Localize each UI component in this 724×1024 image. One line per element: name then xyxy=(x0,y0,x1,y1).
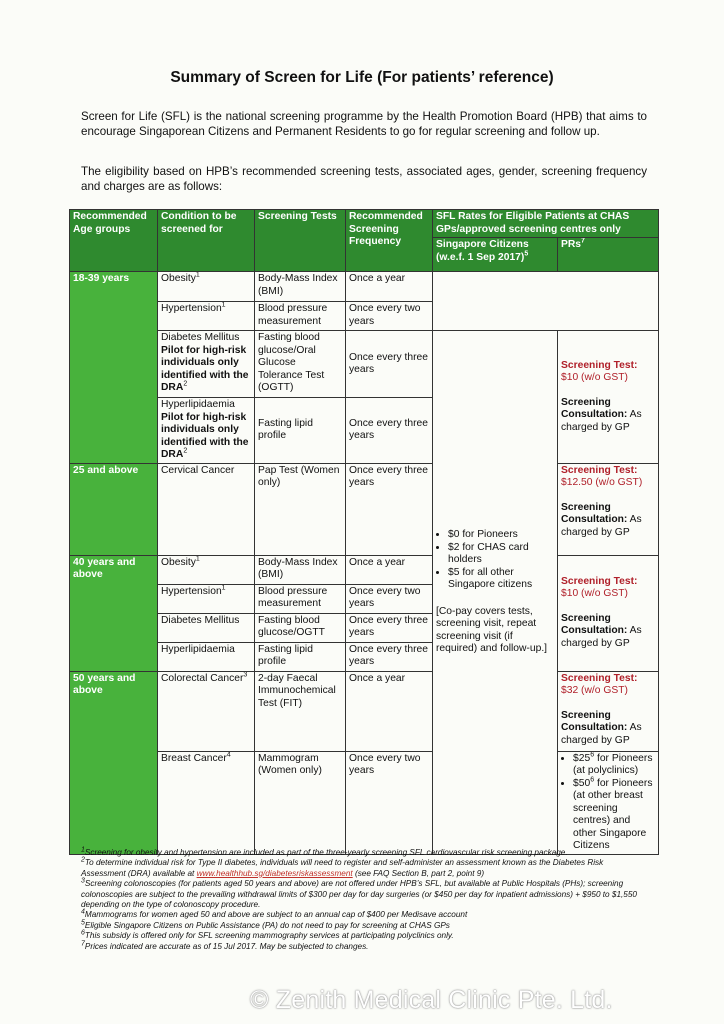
pr-rate-cell xyxy=(558,671,659,751)
age-group-50-above: 50 years and above xyxy=(70,671,158,854)
intro-paragraph: Screen for Life (SFL) is the national screening programme by the Health Promotion Board (HPB) that aims to encourage Singaporean Citizens and Permanent Residents to go for regular screening and follow up. xyxy=(81,110,647,138)
list-item: • $\$25^6$ for Pioneers (at polyclinics) xyxy=(573,753,655,778)
footnote-2: $^2$To determine individual risk for Type II diabetes, individuals will need to register and self-administer an assessment known as the Diabetes Risk Assessment (DRA) available at www.healthhub.sg/diabetesriskassessment (see FAQ Section B, part 2, point 9) xyxy=(81,856,604,878)
test-cell: Fasting lipid profile xyxy=(255,398,346,464)
dra-link[interactable]: www.healthhub.sg/diabetesriskassessment xyxy=(196,868,353,878)
pr-consultation: Screening Consultation: As charged by GP xyxy=(561,501,642,538)
pr-rate: $10 (w/o GST) xyxy=(561,588,628,600)
pr-screening-label: Screening Test: xyxy=(561,575,638,587)
frequency-cell: Once every three years xyxy=(346,331,433,398)
age-group-25-above: 25 and above xyxy=(70,463,158,555)
citizen-rates-cell xyxy=(433,331,558,855)
test-cell: Mammogram (Women only) xyxy=(255,751,346,854)
frequency-cell: Once a year xyxy=(346,671,433,751)
pr-consultation: Screening Consultation: As charged by GP xyxy=(561,396,642,433)
pr-rate-cell xyxy=(558,555,659,671)
frequency-cell: Once every two years xyxy=(346,584,433,613)
pr-rate-cell xyxy=(558,331,659,464)
age-group-18-39: 18-39 years xyxy=(70,272,158,464)
pr-screening-label: Screening Test: xyxy=(561,464,638,476)
condition-cell: Cervical Cancer xyxy=(158,463,255,555)
footnotes xyxy=(81,848,647,952)
header-rates: SFL Rates for Eligible Patients at CHAS GPs/approved screening centres only xyxy=(433,210,659,238)
condition-cell: Hyperlipidaemia Pilot for high-risk individuals only identified with the DRA$^2$ xyxy=(158,398,255,464)
footnote-1: $^1$Screening for obesity and hypertension are included as part of the three-yearly screening SFL cardiovascular risk screening package. xyxy=(81,846,568,857)
list-item: • $\$50^6$ for Pioneers (at other breast screening centres) and other Singapore Citizens xyxy=(573,778,655,853)
frequency-cell: Once a year xyxy=(346,272,433,302)
frequency-cell: Once every three years xyxy=(346,463,433,555)
breast-citizen-rates-cell xyxy=(558,751,659,854)
footnote-3: $^3$Screening colonoscopies (for patients aged 50 years and above) are not offered under HPB’s SFL, but available at Public Hospitals (PHs); screening colonoscopies are subject to the prevailing withdrawal limits of $300 per day for day surgeries (or $450 per day for inpatient admissions) + $950 to $1,550 depending on the type of colonoscopy procedure. xyxy=(81,877,637,910)
test-cell: Blood pressure measurement xyxy=(255,302,346,331)
frequency-cell: Once every two years xyxy=(346,302,433,331)
pr-rate: $12.50 (w/o GST) xyxy=(561,477,643,488)
screening-table xyxy=(69,209,659,855)
citizen-rates-list xyxy=(436,529,554,592)
condition-cell: Colorectal Cancer$^3$ xyxy=(158,671,255,751)
frequency-cell: Once a year xyxy=(346,555,433,584)
list-item: • $2 for CHAS card holders xyxy=(448,542,554,567)
condition-cell: Breast Cancer$^4$ xyxy=(158,751,255,854)
age-group-40-above: 40 years and above xyxy=(70,555,158,671)
test-cell: Blood pressure measurement xyxy=(255,584,346,613)
page-title: Summary of Screen for Life (For patients’ reference) xyxy=(170,69,554,86)
header-age: Recommended Age groups xyxy=(70,210,158,272)
footnote-5: $^5$Eligible Singapore Citizens on Public Assistance (PA) do not need to pay for screening at CHAS GPs xyxy=(81,919,450,930)
pr-rate: $32 (w/o GST) xyxy=(561,685,628,696)
pr-screening-label: Screening Test: xyxy=(561,672,638,684)
test-cell: 2-day Faecal Immunochemical Test (FIT) xyxy=(255,671,346,751)
condition-cell: Hypertension$^1$ xyxy=(158,584,255,613)
condition-cell: Hypertension$^1$ xyxy=(158,302,255,331)
test-cell: Fasting blood glucose/OGTT xyxy=(255,613,346,642)
breast-rates-list xyxy=(561,753,655,853)
footnote-6: $^6$This subsidy is offered only for SFL screening mammography services at participating polyclinics only. xyxy=(81,929,454,941)
header-tests: Screening Tests xyxy=(255,210,346,272)
condition-cell: Obesity$^1$ xyxy=(158,272,255,302)
frequency-cell: Once every two years xyxy=(346,751,433,854)
list-item: • $5 for all other Singapore citizens xyxy=(448,567,554,592)
condition-cell: Diabetes Mellitus xyxy=(158,613,255,642)
list-item: • $0 for Pioneers xyxy=(448,529,554,542)
pr-consultation: Screening Consultation: As charged by GP xyxy=(561,612,642,649)
copyright-watermark: © Zenith Medical Clinic Pte. Ltd. xyxy=(250,986,613,1014)
condition-cell: Diabetes Mellitus Pilot for high-risk individuals only identified with the DRA$^2$ xyxy=(158,331,255,398)
frequency-cell: Once every three years xyxy=(346,642,433,671)
eligibility-paragraph: The eligibility based on HPB’s recommended screening tests, associated ages, gender, screening frequency and charges are as follows: xyxy=(81,165,647,193)
copay-note: [Co-pay covers tests, screening visit, repeat screening visit (if required) and follow-up.] xyxy=(436,605,548,654)
condition-cell: Obesity$^1$ xyxy=(158,555,255,584)
frequency-cell: Once every three years xyxy=(346,613,433,642)
rates-empty-cell xyxy=(433,272,659,331)
header-citizens: Singapore Citizens (w.e.f. 1 Sep 2017)$^5$ xyxy=(433,238,558,272)
header-frequency: Recommended Screening Frequency xyxy=(346,210,433,272)
footnote-7: $^7$Prices indicated are accurate as of 15 Jul 2017. May be subjected to changes. xyxy=(81,939,369,951)
condition-cell: Hyperlipidaemia xyxy=(158,642,255,671)
header-prs: PRs$^7$ xyxy=(558,238,659,272)
pr-rate-cell xyxy=(558,463,659,555)
pr-screening-label: Screening Test: xyxy=(561,359,638,371)
footnote-4: $^4$Mammograms for women aged 50 and above are subject to an annual cap of $400 per Medisave account xyxy=(81,908,468,920)
header-condition: Condition to be screened for xyxy=(158,210,255,272)
test-cell: Fasting blood glucose/Oral Glucose Tolerance Test (OGTT) xyxy=(255,331,346,398)
test-cell: Body-Mass Index (BMI) xyxy=(255,272,346,302)
test-cell: Fasting lipid profile xyxy=(255,642,346,671)
test-cell: Pap Test (Women only) xyxy=(255,463,346,555)
pr-rate: $10 (w/o GST) xyxy=(561,372,628,383)
pr-consultation: Screening Consultation: As charged by GP xyxy=(561,709,642,746)
frequency-cell: Once every three years xyxy=(346,398,433,464)
test-cell: Body-Mass Index (BMI) xyxy=(255,555,346,584)
